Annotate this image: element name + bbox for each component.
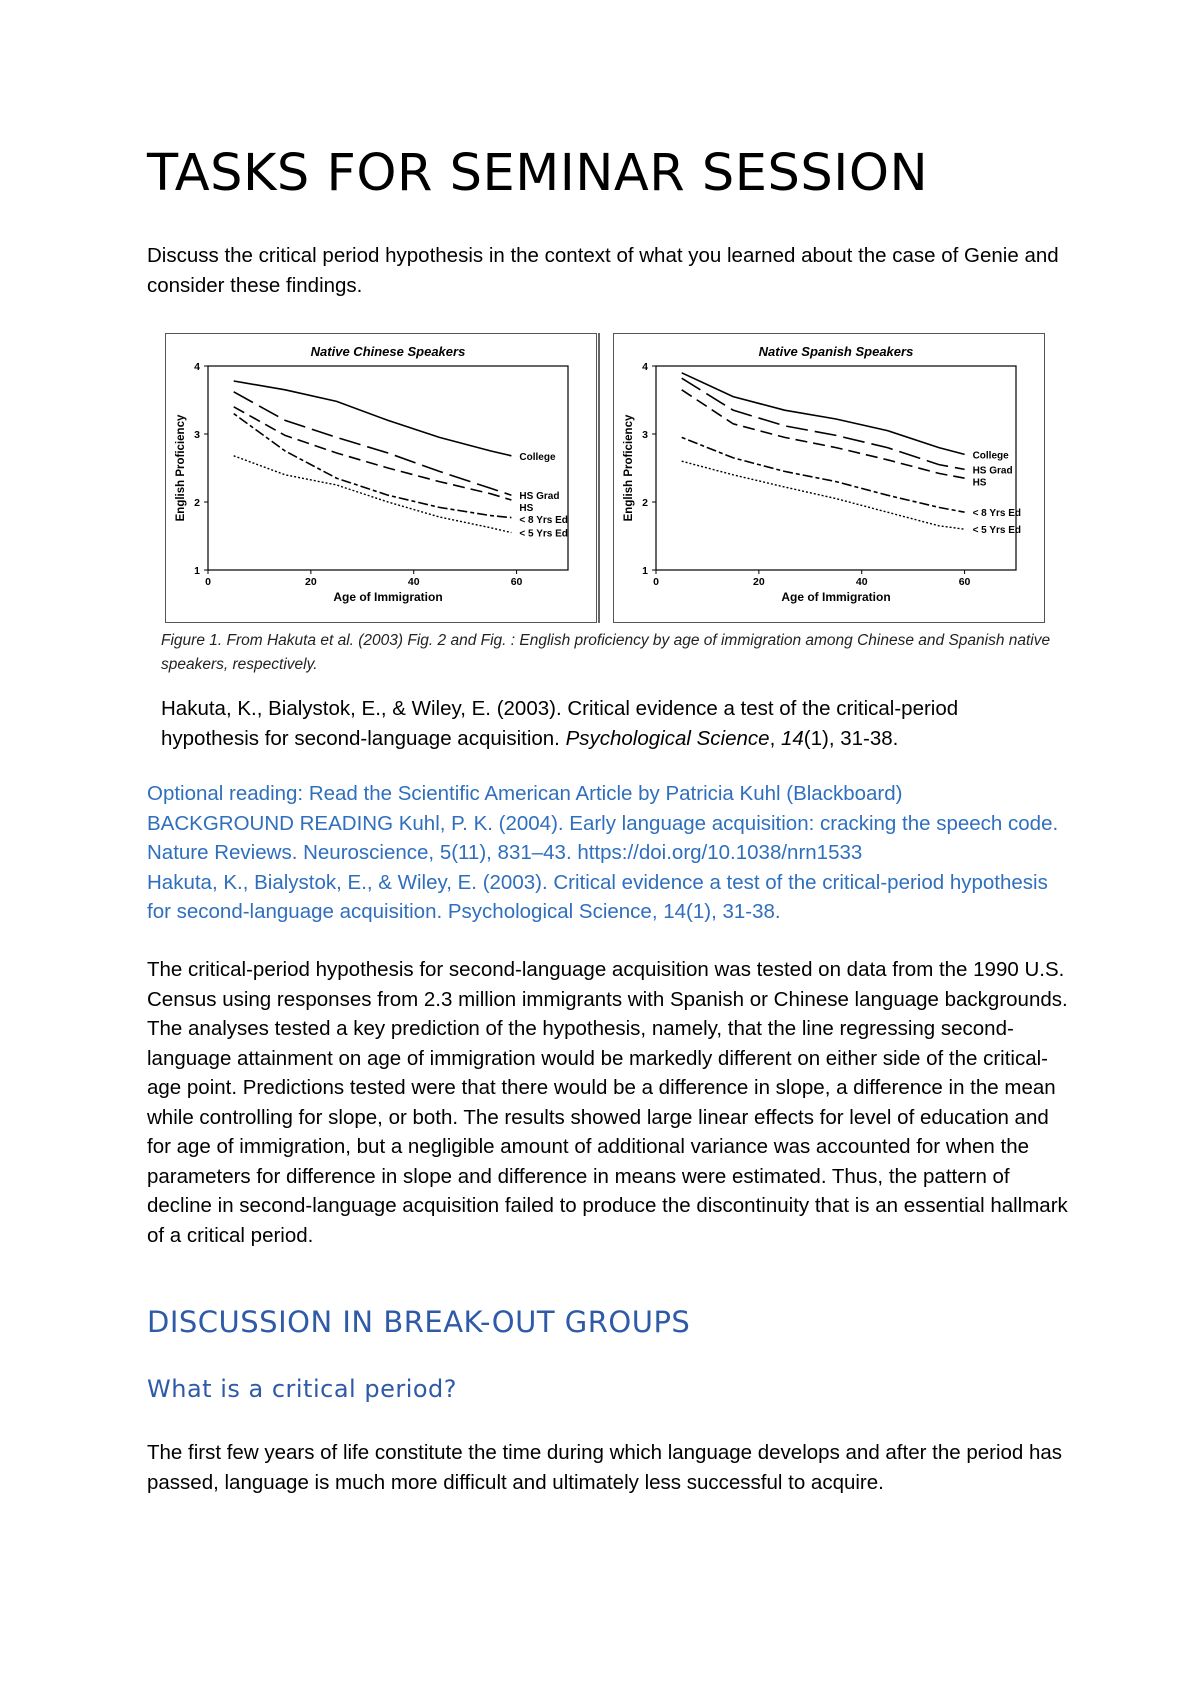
x-tick-label: 60 [958, 576, 971, 588]
optional-reading-line: Optional reading: Read the Scientific American Article by Patricia Kuhl (Blackboard) [147, 782, 903, 805]
y-tick-label: 2 [642, 497, 648, 509]
series-label-hs: HS [972, 477, 987, 489]
figure-caption: Figure 1. From Hakuta et al. (2003) Fig. 2 and Fig. : English proficiency by age of immigration among Chinese and Spanish native speakers, respectively. [161, 632, 1051, 673]
x-tick-label: 20 [305, 576, 317, 588]
section-heading: DISCUSSION IN BREAK-OUT GROUPS [147, 1305, 691, 1339]
series-line-8-yrs-ed [682, 437, 965, 512]
citation [161, 694, 1041, 753]
y-tick-label: 4 [642, 361, 648, 373]
y-tick-label: 1 [194, 565, 200, 577]
figure-divider [598, 333, 600, 623]
y-axis-label: English Proficiency [623, 414, 635, 522]
hakuta-reading-link[interactable]: Hakuta, K., Bialystok, E., & Wiley, E. (2003). Critical evidence a test of the critical-period hypothesis for second-language acquisition. Psychological Science, 14(1), 31-38. [147, 870, 1048, 923]
x-tick-label: 40 [407, 576, 420, 588]
series-line-5-yrs-ed [682, 461, 965, 529]
x-axis-label: Age of Immigration [781, 590, 891, 604]
answer-paragraph: The first few years of life constitute the time during which language develops and after the period has passed, language is much more difficult and ultimately less successful to acquire. [147, 1441, 1063, 1494]
y-axis-label: English Proficiency [175, 414, 187, 522]
y-tick-label: 1 [642, 565, 648, 577]
y-tick-label: 4 [194, 361, 200, 373]
abstract-paragraph: The critical-period hypothesis for second-language acquisition was tested on data from the 1990 U.S. Census using responses from 2.3 million immigrants with Spanish or Chinese language backgrounds. The analyses tested a key prediction of the hypothesis, namely, that the line regressing second-language attainment on age of immigration would be markedly different on either side of the critical-age point. Predictions tested were that there would be a difference in slope, a difference in the mean while controlling for slope, or both. The results showed large linear effects for level of education and for age of immigration, but a negligible amount of additional variance was accounted for when the parameters for difference in slope and difference in means were estimated. Thus, the pattern of decline in second-language acquisition failed to produce the discontinuity that is an essential hallmark of a critical period. [147, 958, 1068, 1247]
chart-spanish [613, 333, 1045, 623]
series-line-college [682, 373, 965, 455]
series-line-hs [234, 407, 512, 500]
citation-volume: 14 [780, 726, 804, 750]
x-tick-label: 60 [510, 576, 523, 588]
chart-title: Native Spanish Speakers [758, 344, 914, 359]
series-label-hs: HS [519, 503, 534, 515]
chart-title: Native Chinese Speakers [310, 344, 466, 359]
chart-chinese [165, 333, 597, 623]
series-label-hs-grad: HS Grad [519, 491, 560, 503]
y-tick-label: 2 [194, 497, 200, 509]
series-label-hs-grad: HS Grad [972, 465, 1013, 477]
citation-sep: , [769, 726, 781, 750]
series-line-hs [682, 390, 965, 478]
x-tick-label: 40 [855, 576, 868, 588]
x-tick-label: 0 [653, 576, 659, 588]
chart-chinese-svg [166, 334, 598, 624]
chart-spanish-svg [614, 334, 1046, 624]
intro-paragraph: Discuss the critical period hypothesis in the context of what you learned about the case of Genie and consider these findings. [147, 244, 1059, 297]
optional-reading [147, 779, 1072, 927]
series-line-5-yrs-ed [234, 456, 512, 533]
series-label-8-yrs-ed: < 8 Yrs Ed [972, 508, 1022, 520]
series-label-5-yrs-ed: < 5 Yrs Ed [972, 525, 1022, 537]
x-tick-label: 20 [753, 576, 765, 588]
series-label-8-yrs-ed: < 8 Yrs Ed [519, 515, 568, 527]
x-axis-label: Age of Immigration [333, 590, 443, 604]
y-tick-label: 3 [642, 429, 648, 441]
page-title: TASKS FOR SEMINAR SESSION [147, 144, 929, 203]
figure [165, 333, 1045, 633]
y-tick-label: 3 [194, 429, 200, 441]
x-tick-label: 0 [205, 576, 211, 588]
series-label-5-yrs-ed: < 5 Yrs Ed [519, 528, 568, 540]
series-label-college: College [972, 450, 1009, 462]
background-reading-link[interactable]: BACKGROUND READING Kuhl, P. K. (2004). Early language acquisition: cracking the speech code. Nature Reviews. Neuroscience, 5(11), 831–43. https://doi.org/10.1038/nrn1533 [147, 811, 1059, 864]
citation-journal: Psychological Science [565, 726, 770, 750]
series-label-college: College [519, 451, 556, 463]
citation-authors: Hakuta, K., Bialystok, E., & Wiley, E. (2003). Critical evidence a test of the critical-period hypothesis for second-language acquisition. [161, 697, 959, 750]
subsection-heading: What is a critical period? [147, 1375, 458, 1403]
citation-pages: (1), 31-38. [803, 726, 899, 750]
